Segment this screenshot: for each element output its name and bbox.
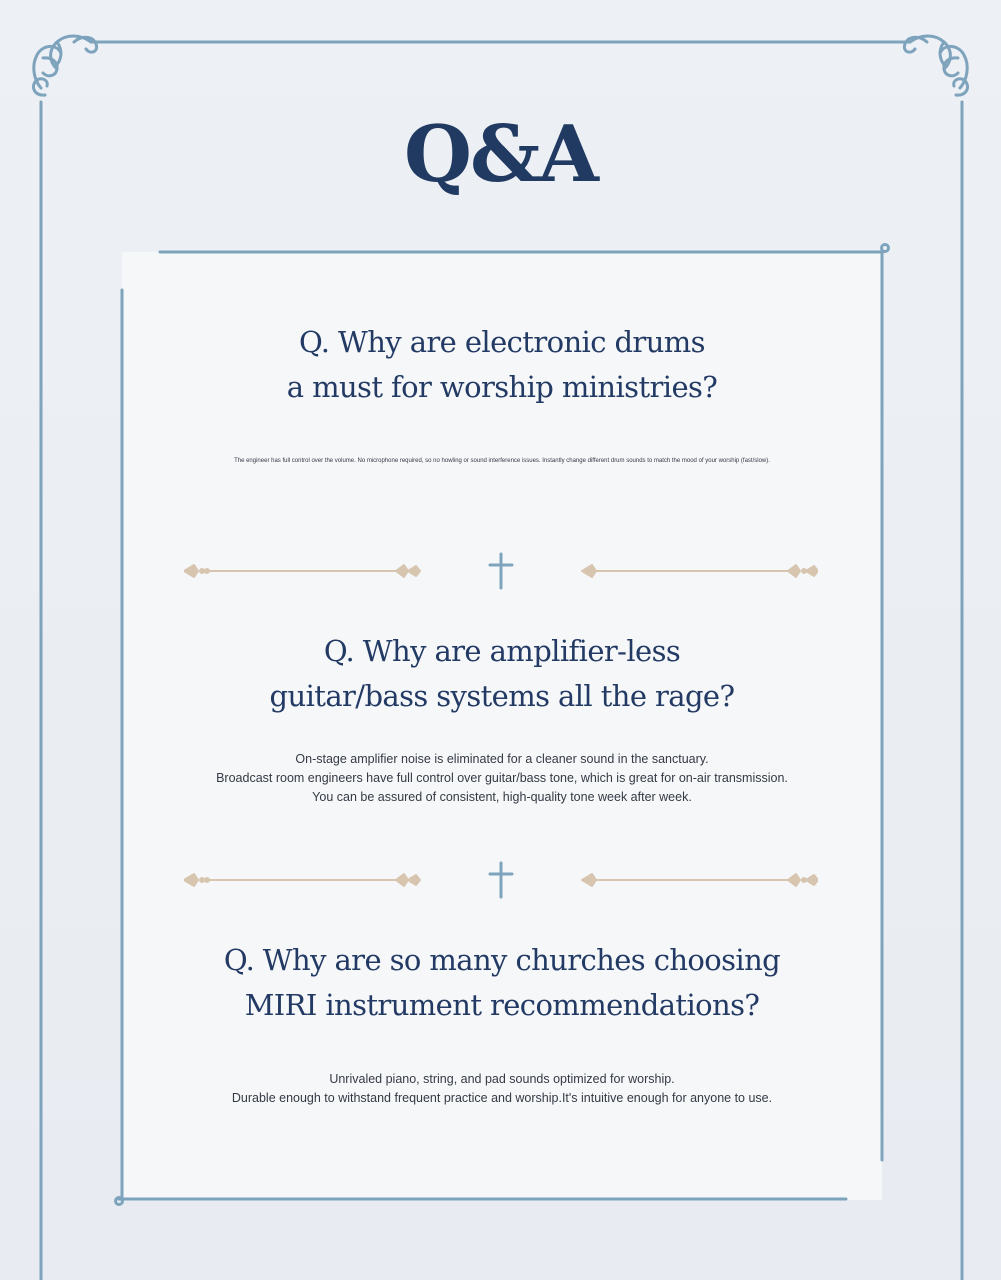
right-ornamental-arrow-icon — [582, 874, 818, 886]
question-amplifier-less-systems: Q. Why are amplifier-less guitar/bass systems all the rage? — [269, 634, 735, 713]
answer-amplifier-less-systems: On-stage amplifier noise is eliminated for a cleaner sound in the sanctuary. Broadcast room engineers have full control over guitar/bass tone, which is great for on-air transmission. You can be assured of consistent, high-quality tone week after week. — [216, 752, 788, 804]
cross-icon — [490, 863, 512, 897]
top-right-scroll-flourish-icon — [904, 36, 967, 95]
left-ornamental-arrow-icon — [184, 874, 420, 886]
answer-miri-recommendations: Unrivaled piano, string, and pad sounds optimized for worship. Durable enough to withstand frequent practice and worship.It's intuitive enough for anyone to use. — [231, 1072, 773, 1105]
section-divider-1 — [184, 551, 818, 591]
question-miri-recommendations: Q. Why are so many churches choosing MIRI instrument recommendations? — [223, 943, 781, 1022]
page-title: Q&A — [404, 109, 597, 200]
right-ornamental-arrow-icon — [582, 565, 818, 577]
section-divider-2 — [184, 860, 818, 900]
cross-icon — [490, 554, 512, 588]
answer-electronic-drums: The engineer has full control over the volume. No microphone required, so no howling or sound interference issues. Instantly change different drum sounds to match the mood of your worship (fast/slow). — [234, 458, 770, 464]
qa-item-electronic-drums — [122, 320, 882, 466]
qa-item-amplifier-less-systems — [122, 629, 882, 807]
qa-item-miri-recommendations — [122, 938, 882, 1108]
question-electronic-drums: Q. Why are electronic drums a must for worship ministries? — [286, 325, 718, 404]
left-ornamental-arrow-icon — [184, 565, 420, 577]
top-left-scroll-flourish-icon — [33, 36, 96, 95]
